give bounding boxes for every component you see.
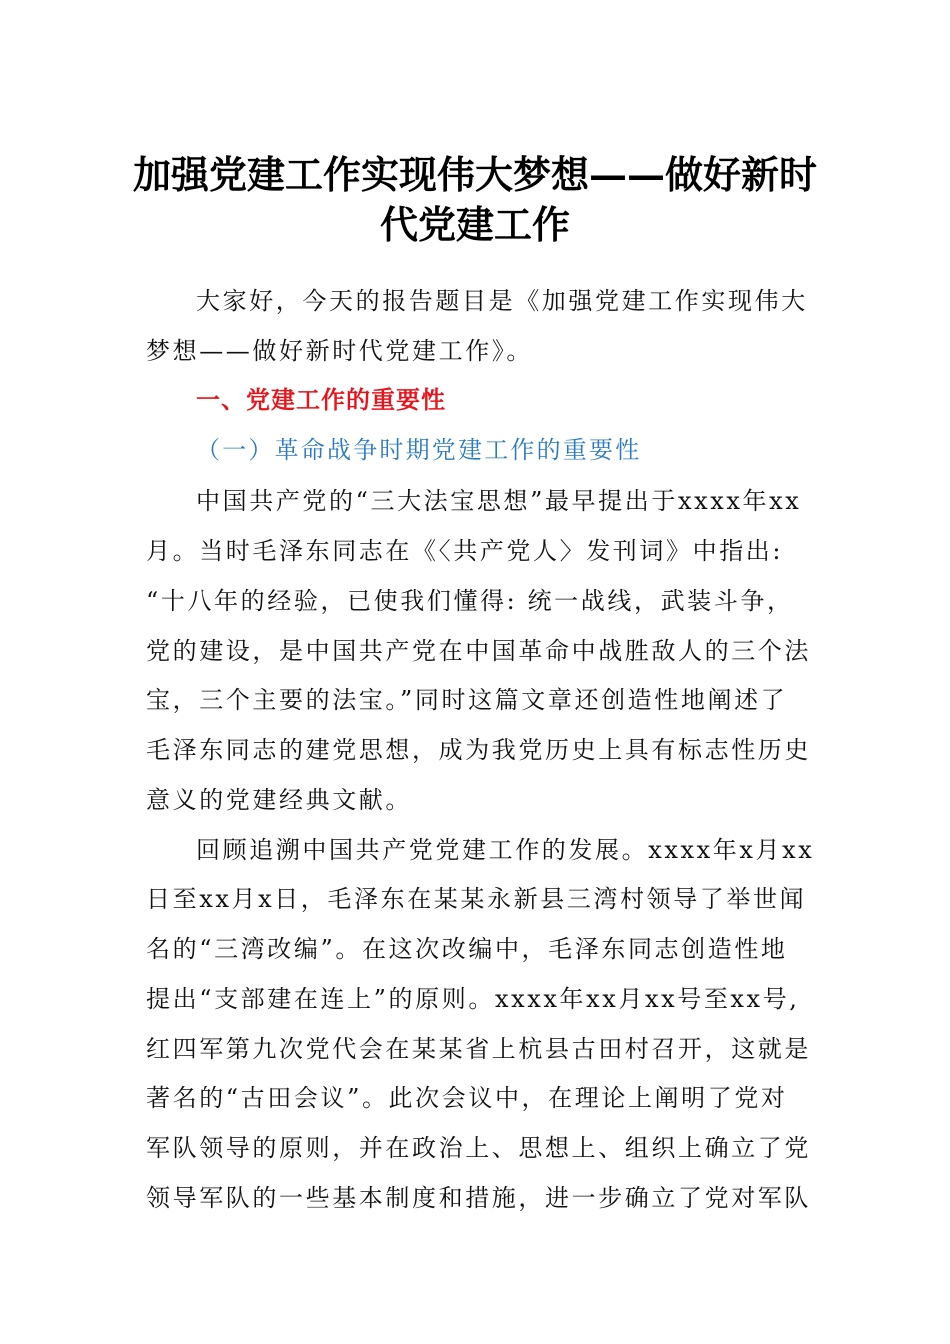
- document-title-line-1: 加强党建工作实现伟大梦想——做好新时: [132, 152, 817, 197]
- paragraph2-line-1: 回顾追溯中国共产党党建工作的发展。xxxx年x月xx: [196, 836, 815, 864]
- paragraph1-line-6: 毛泽东同志的建党思想，成为我党历史上具有标志性历史: [146, 736, 811, 764]
- paragraph1-line-5: 宝，三个主要的法宝。”同时这篇文章还创造性地阐述了: [146, 686, 788, 714]
- paragraph2-line-2: 日至xx月x日，毛泽东在某某永新县三湾村领导了举世闻: [146, 885, 807, 913]
- paragraph2-line-4: 提出“支部建在连上”的原则。xxxx年xx月xx号至xx号,: [146, 985, 800, 1013]
- paragraph1-line-1: 中国共产党的“三大法宝思想”最早提出于xxxx年xx: [196, 487, 802, 515]
- paragraph2-line-8: 领导军队的一些基本制度和措施，进一步确立了党对军队: [146, 1184, 811, 1212]
- paragraph1-line-4: 党的建设，是中国共产党在中国革命中战胜敌人的三个法: [146, 637, 811, 665]
- paragraph2-line-3: 名的“三湾改编”。在这次改编中，毛泽东同志创造性地: [146, 935, 788, 963]
- section-heading-1: 一、党建工作的重要性: [196, 386, 446, 414]
- paragraph2-line-6: 著名的“古田会议”。此次会议中，在理论上阐明了党对: [146, 1084, 788, 1112]
- paragraph1-line-2: 月。当时毛泽东同志在《〈共产党人〉发刊词》中指出:: [146, 537, 784, 565]
- subsection-heading-1: （一）革命战争时期党建工作的重要性: [196, 436, 642, 464]
- intro-line-2: 梦想——做好新时代党建工作》。: [146, 337, 533, 365]
- document-title-line-2: 代党建工作: [379, 202, 570, 247]
- paragraph2-line-7: 军队领导的原则，并在政治上、思想上、组织上确立了党: [146, 1134, 811, 1162]
- paragraph1-line-7: 意义的党建经典文献。: [146, 786, 412, 814]
- intro-line-1: 大家好，今天的报告题目是《加强党建工作实现伟大: [196, 287, 808, 315]
- paragraph1-line-3: “十八年的经验，已使我们懂得: 统一战线，武装斗争，: [146, 587, 794, 615]
- paragraph2-line-5: 红四军第九次党代会在某某省上杭县古田村召开，这就是: [146, 1035, 811, 1063]
